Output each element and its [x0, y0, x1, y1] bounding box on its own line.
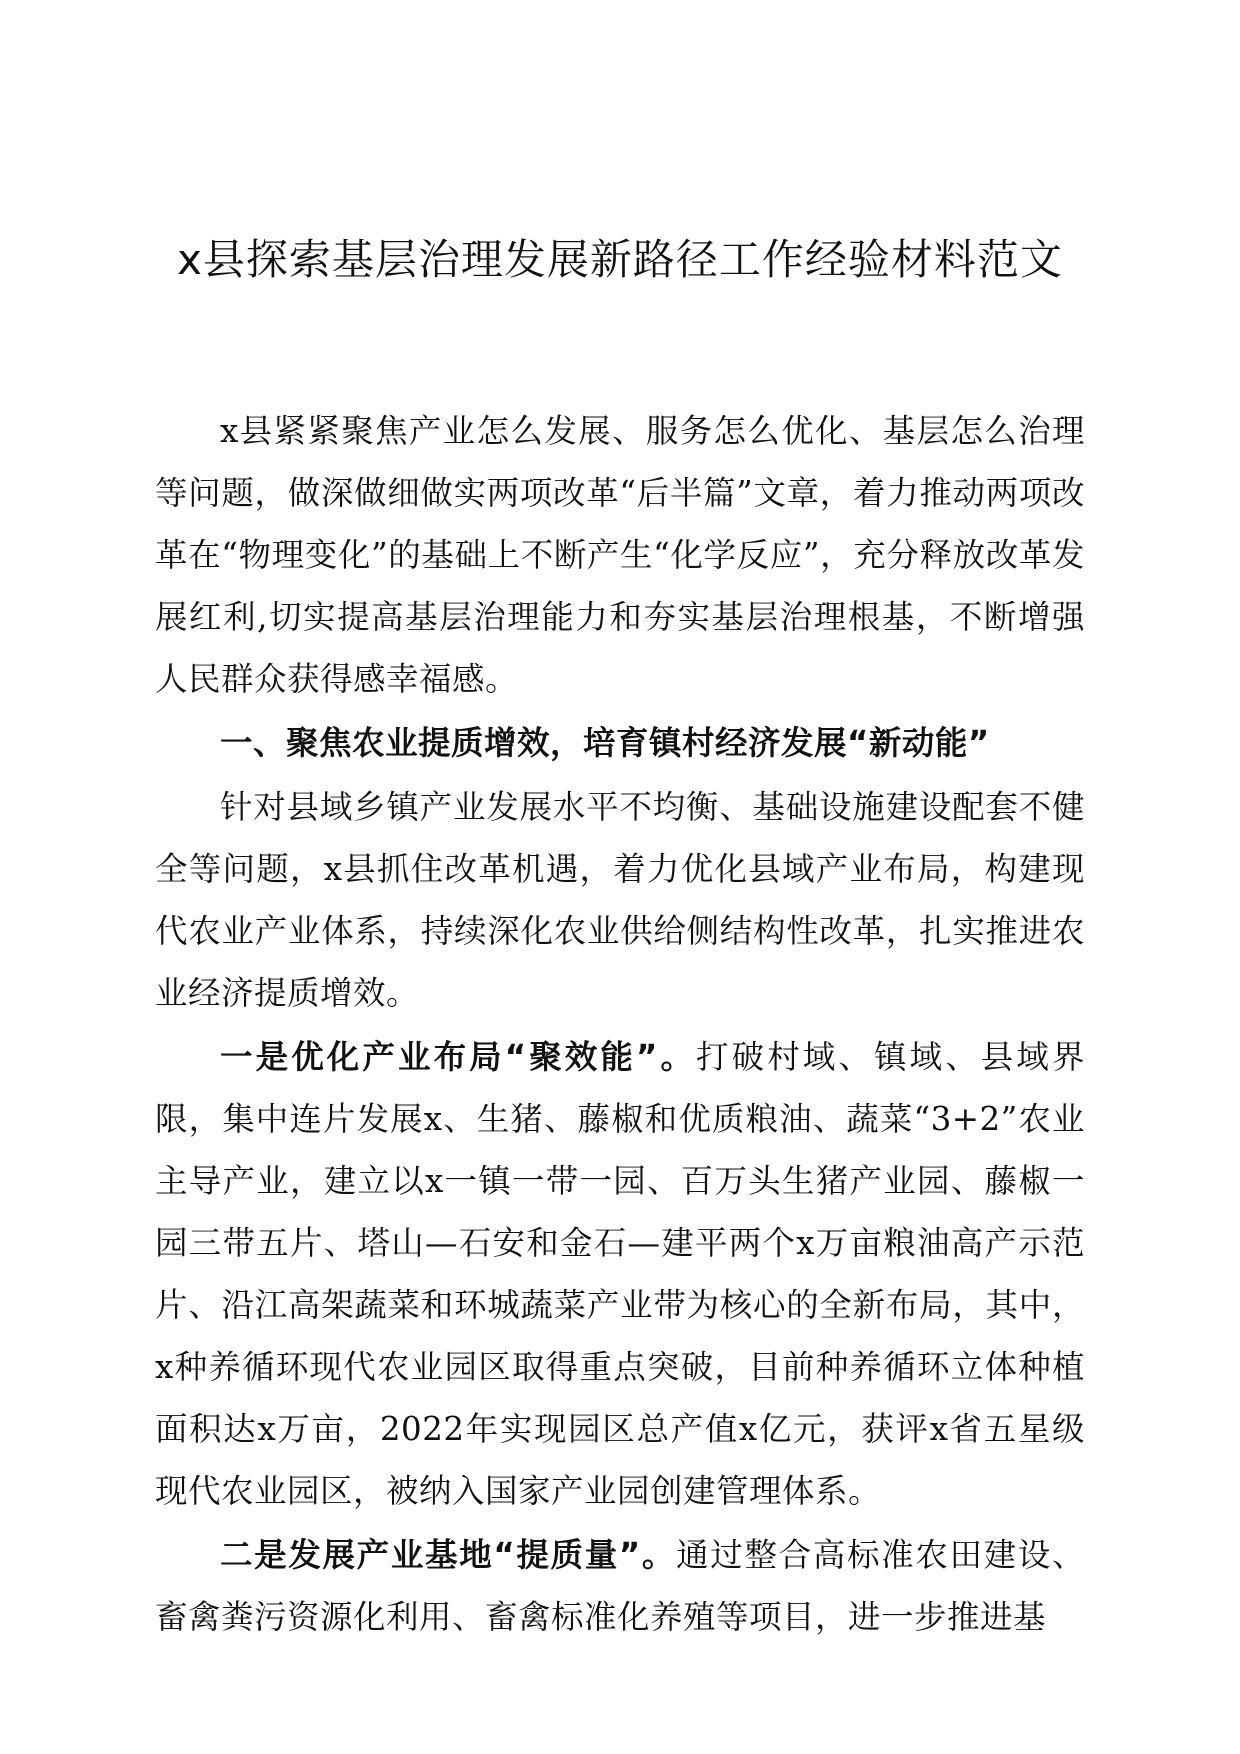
section-heading: 一、聚焦农业提质增效，培育镇村经济发展“新动能” — [220, 724, 990, 762]
item-lead-2: 二是发展产业基地“提质量”。 — [220, 1536, 677, 1574]
item-text-1: 打破村域、镇域、县域界限，集中连片发展x、生猪、藤椒和优质粮油、蔬菜“3+2”农业主导产业，建立以x一镇一带一园、百万头生猪产业园、藤椒一园三带五片、塔山—石安和金石—建平两个x万亩粮油高产示范片、沿江高架蔬菜和环城蔬菜产业带为核心的全新布局，其中，x种养循环现代农业园区取得重点突破，目前种养循环立体种植面积达x万亩，2022年实现园区总产值x亿元，获评x省五星级现代农业园区，被纳入国家产业园创建管理体系。 — [155, 1038, 1085, 1510]
intro-paragraph: x县紧紧聚焦产业怎么发展、服务怎么优化、基层怎么治理等问题，做深做细做实两项改革“后半篇”文章，着力推动两项改革在“物理变化”的基础上不断产生“化学反应”，充分释放改革发展红利,切实提高基层治理能力和夯实基层治理根基，不断增强人民群众获得感幸福感。 — [155, 412, 1085, 698]
item-paragraph-2 — [155, 1524, 1085, 1648]
item-paragraph-1 — [155, 1026, 1085, 1522]
item-text-2: 通过整合高标准农田建设、畜禽粪污资源化利用、畜禽标准化养殖等项目，进一步推进基 — [155, 1536, 1085, 1636]
document-title: x县探索基层治理发展新路径工作经验材料范文 — [177, 235, 1063, 284]
document-body — [155, 400, 1085, 1650]
section-paragraph: 针对县域乡镇产业发展水平不均衡、基础设施建设配套不健全等问题，x县抓住改革机遇，着力优化县域产业布局，构建现代农业产业体系，持续深化农业供给侧结构性改革，扎实推进农业经济提质增效。 — [155, 788, 1085, 1012]
item-lead-1: 一是优化产业布局“聚效能”。 — [220, 1038, 697, 1076]
